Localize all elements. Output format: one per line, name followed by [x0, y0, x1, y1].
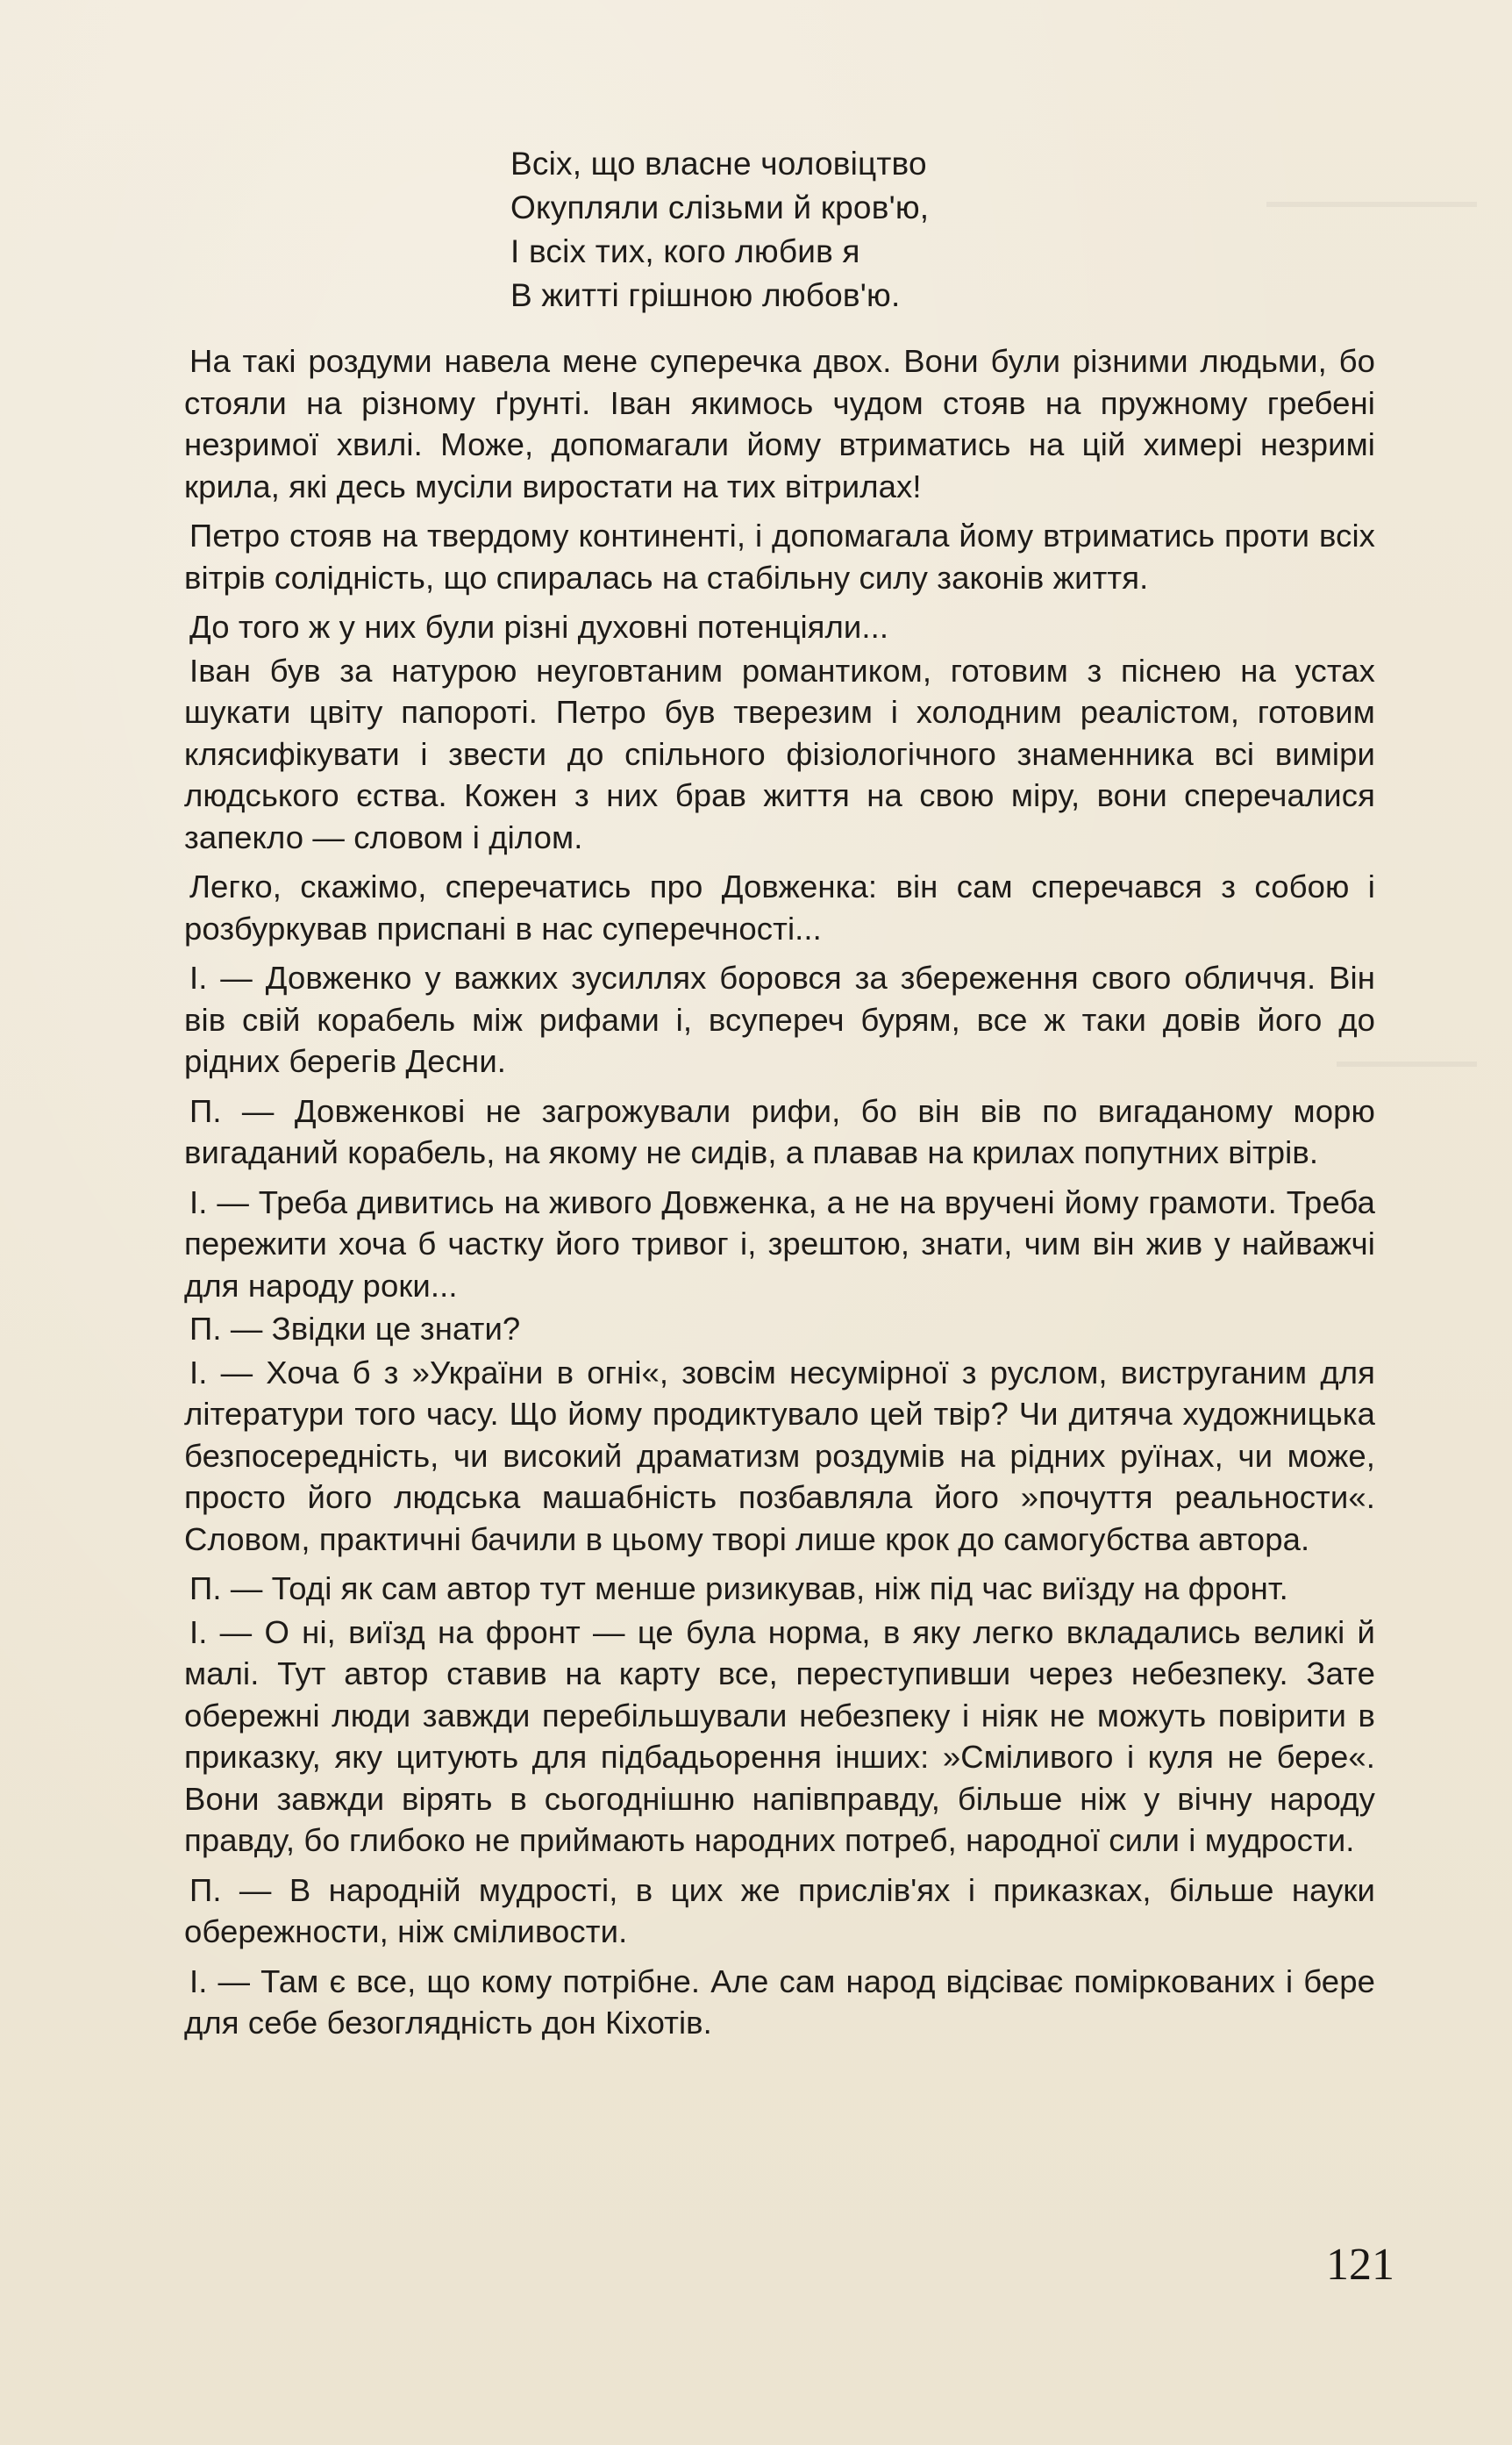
dialogue-paragraph: І. — Хоча б з »України в огні«, зовсім несумірної з руслом, виструганим для літератури того часу. Що йому продиктувало цей твір? Чи дитяча художницька безпосередність, чи високий драматизм роздумів на рідних руїнах, чи може, просто його людська машабність позбавляла його »почуття реальности«. Словом, практичні бачили в цьому творі лише крок до самогубства автора.	[184, 1354, 1375, 1557]
dialogue-paragraph: І. — Там є все, що кому потрібне. Але сам народ відсіває поміркованих і бере для себе безоглядність дон Кіхотів.	[184, 1962, 1375, 2041]
page-number: 121	[1326, 2240, 1394, 2290]
dialogue-paragraph: І. — Довженко у важких зусиллях боровся за збереження свого обличчя. Він вів свій корабель між рифами і, всупереч бурям, все ж таки довів його до рідних берегів Десни.	[184, 960, 1375, 1079]
dialogue-paragraph: П. — Звідки це знати?	[189, 1311, 521, 1347]
dialogue-paragraph: П. — Тоді як сам автор тут менше ризикував, ніж під час виїзду на фронт.	[189, 1570, 1288, 1606]
paragraph: Легко, скажімо, сперечатись про Довженка: він сам сперечався з собою і розбуркував приспані в нас суперечності...	[184, 869, 1375, 947]
show-through-mark	[1266, 202, 1477, 207]
poem-line: В житті грішною любов'ю.	[510, 277, 901, 313]
dialogue-paragraph: І. — Треба дивитись на живого Довженка, а не на вручені йому грамоти. Треба пережити хоча б частку його тривог і, зрештою, знати, чим він жив у найважчі для народу роки...	[184, 1183, 1375, 1304]
poem-line: Всіх, що власне чоловіцтво	[510, 146, 927, 182]
main-text	[184, 340, 1375, 2052]
paragraph: Іван був за натурою неуговтаним романтиком, готовим з піснею на устах шукати цвіту папороті. Петро був тверезим і холодним реалістом, готовим клясифікувати і звести до спільного фізіологічного знаменника всі виміри людського єства. Кожен з них брав життя на свою міру, вони сперечалися запекло — словом і ділом.	[184, 652, 1375, 855]
poem-line: Окупляли слізьми й кров'ю,	[510, 189, 930, 225]
dialogue-paragraph: П. — В народній мудрості, в цих же прислів'ях і приказках, більше науки обережности, ніж сміливости.	[184, 1871, 1375, 1949]
poem-stanza	[510, 142, 1124, 318]
dialogue-paragraph: П. — Довженкові не загрожували рифи, бо він вів по вигаданому морю вигаданий корабель, на якому не сидів, а плавав на крилах попутних вітрів.	[184, 1092, 1375, 1170]
dialogue-paragraph: І. — О ні, виїзд на фронт — це була норма, в яку легко вкладались великі й малі. Тут автор ставив на карту все, переступивши через небезпеку. Зате обережні люди завжди перебільшували небезпеку і ніяк не можуть повірити в приказку, яку цитують для підбадьорення інших: »Сміливого і куля не бере«. Вони завжди вірять в сьогоднішню напівправду, більше ніж у вічну народу правду, бо глибоко не приймають народних потреб, народної сили і мудрости.	[184, 1613, 1375, 1858]
poem-line: І всіх тих, кого любив я	[510, 233, 860, 269]
paragraph: На такі роздуми навела мене суперечка двох. Вони були різними людьми, бо стояли на різному ґрунті. Іван якимось чудом стояв на пружному гребені незримої хвилі. Може, допомагали йому втриматись на цій химері незримі крила, які десь мусіли виростати на тих вітрилах!	[184, 343, 1375, 504]
paragraph: До того ж у них були різні духовні потенціяли...	[189, 609, 889, 645]
paragraph: Петро стояв на твердому континенті, і допомагала йому втриматись проти всіх вітрів солідність, що спиралась на стабільну силу законів життя.	[184, 518, 1375, 596]
